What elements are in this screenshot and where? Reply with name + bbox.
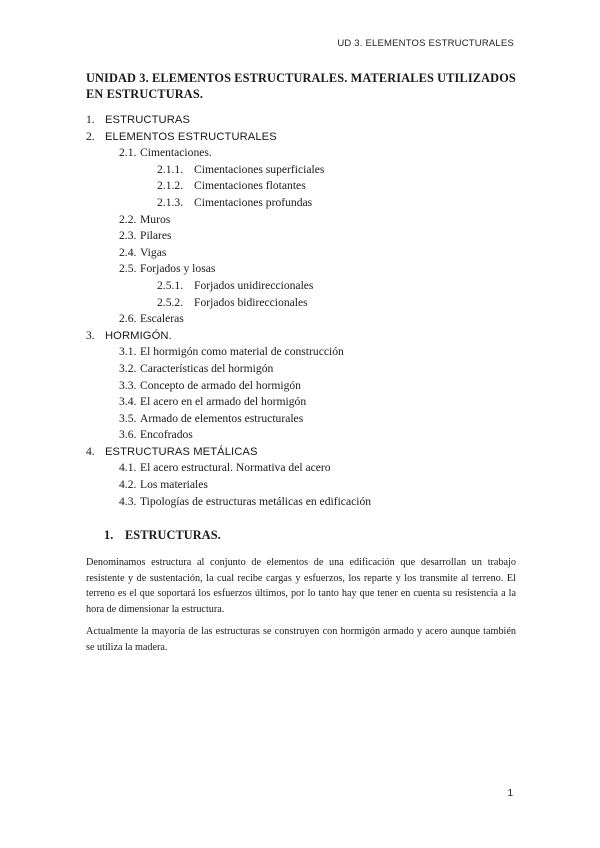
toc-entry (86, 129, 526, 146)
toc-entry (86, 278, 526, 295)
toc-entry-text: Los materiales (140, 478, 208, 492)
toc-entry-number: 4.3. (119, 494, 137, 508)
toc-entry-text: ELEMENTOS ESTRUCTURALES (105, 130, 277, 143)
toc-entry (86, 195, 526, 212)
toc-entry-text: El hormigón como material de construcción (140, 345, 344, 359)
toc-entry-text: Encofrados (140, 428, 193, 442)
toc-entry (86, 228, 526, 245)
toc-entry (86, 328, 526, 345)
toc-entry-text: Forjados y losas (140, 262, 216, 276)
toc-entry (86, 145, 526, 162)
section-number: 1. (104, 528, 114, 542)
toc-entry-text: Cimentaciones. (140, 146, 212, 160)
toc-entry-number: 4.1. (119, 461, 137, 475)
toc-entry-number: 4.2. (119, 478, 137, 492)
toc-entry-number: 1. (86, 113, 95, 126)
toc-entry (86, 444, 526, 461)
toc-entry-number: 2.6. (119, 312, 137, 326)
toc-entry-text: Vigas (140, 245, 167, 259)
toc-entry-text: Tipologías de estructuras metálicas en edificación (140, 494, 372, 508)
table-of-contents (86, 112, 526, 510)
toc-entry-number: 3.1. (119, 345, 137, 359)
toc-entry-text: Cimentaciones profundas (194, 195, 313, 209)
toc-entry-text: Concepto de armado del hormigón (140, 378, 301, 392)
toc-entry (86, 245, 526, 262)
paragraph: Denominamos estructura al conjunto de elementos de una edificación que desarrollan un trabajo resistente y de sustentación, la cual recibe cargas y esfuerzos, los reparte y los transmite al terreno. El terreno es el que soportará los esfuerzos últimos, por lo tanto hay que tener en cuenta su resistencia a la hora de dimensionar la estructura. (86, 557, 516, 615)
toc-entry (86, 162, 526, 179)
toc-entry-text: El acero estructural. Normativa del acero (140, 461, 331, 475)
page-number: 1 (507, 788, 513, 799)
toc-entry (86, 178, 526, 195)
toc-entry (86, 460, 526, 477)
toc-entry-text: Características del hormigón (140, 361, 274, 375)
toc-entry (86, 295, 526, 312)
toc-entry (86, 311, 526, 328)
toc-entry (86, 477, 526, 494)
toc-entry-number: 3.5. (119, 411, 137, 425)
toc-entry (86, 378, 526, 395)
toc-entry-number: 3.3. (119, 378, 137, 392)
toc-entry-number: 2.2. (119, 212, 137, 226)
toc-entry-text: El acero en el armado del hormigón (140, 395, 307, 409)
toc-entry-number: 3.4. (119, 395, 137, 409)
toc-entry-number: 2.1.1. (157, 162, 184, 176)
toc-entry-number: 4. (86, 444, 95, 458)
toc-entry (86, 411, 526, 428)
toc-entry-text: Armado de elementos estructurales (140, 411, 304, 425)
toc-entry (86, 261, 526, 278)
toc-entry-text: Muros (140, 212, 171, 226)
toc-entry-text: Forjados unidireccionales (194, 278, 314, 292)
toc-entry-number: 3. (86, 328, 95, 342)
toc-entry-number: 2.5.1. (157, 278, 184, 292)
toc-entry-number: 3.2. (119, 361, 137, 375)
section-title: ESTRUCTURAS. (125, 528, 221, 542)
toc-entry-number: 2.1. (119, 146, 137, 160)
toc-entry-number: 2.1.3. (157, 195, 184, 209)
toc-entry (86, 344, 526, 361)
toc-entry-text: Cimentaciones superficiales (194, 162, 325, 176)
toc-entry-number: 2.3. (119, 229, 137, 243)
toc-entry (86, 394, 526, 411)
toc-entry-text: Pilares (140, 229, 172, 243)
paragraph: Actualmente la mayoría de las estructuras se construyen con hormigón armado y acero aunque también se utiliza la madera. (86, 626, 516, 653)
document-title: UNIDAD 3. ELEMENTOS ESTRUCTURALES. MATERIALES UTILIZADOS EN ESTRUCTURAS. (86, 71, 516, 101)
toc-entry-number: 2.5.2. (157, 295, 184, 309)
toc-entry-text: ESTRUCTURAS METÁLICAS (105, 445, 258, 458)
toc-entry-number: 3.6. (119, 428, 137, 442)
toc-entry-number: 2.5. (119, 262, 137, 276)
toc-entry (86, 494, 526, 511)
toc-entry-number: 2. (86, 129, 95, 143)
toc-entry-text: Escaleras (140, 312, 184, 326)
running-header: UD 3. ELEMENTOS ESTRUCTURALES (337, 38, 514, 49)
toc-entry (86, 361, 526, 378)
toc-entry-text: ESTRUCTURAS (105, 114, 191, 126)
toc-entry-text: HORMIGÓN. (105, 329, 172, 342)
toc-entry (86, 427, 526, 444)
toc-entry (86, 212, 526, 229)
toc-entry-text: Cimentaciones flotantes (194, 179, 306, 193)
toc-entry-text: Forjados bidireccionales (194, 295, 308, 309)
toc-entry (86, 112, 526, 129)
toc-entry-number: 2.1.2. (157, 179, 184, 193)
toc-entry-number: 2.4. (119, 245, 137, 259)
